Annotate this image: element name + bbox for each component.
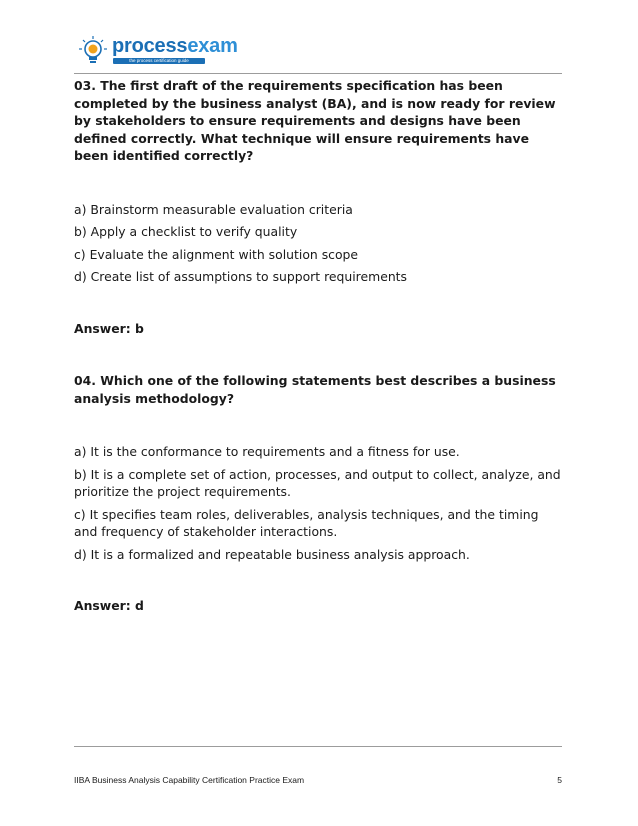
processexam-logo xyxy=(76,34,238,66)
question-block xyxy=(74,77,562,337)
answer-key: Answer: b xyxy=(74,320,144,336)
question-text: 03. The first draft of the requirements specification has been completed by the business analyst (BA), and is now ready for review by stakeholders to ensure requirements and designs have been defined correctly. What technique will ensure requirements have been identified correctly? xyxy=(74,78,556,163)
answer-option: b) It is a complete set of action, processes, and output to collect, analyze, and prioritize the project requirements. xyxy=(74,466,561,499)
question-block xyxy=(74,372,562,615)
answer-option: d) It is a formalized and repeatable business analysis approach. xyxy=(74,546,470,562)
header-divider xyxy=(74,73,562,74)
page-content xyxy=(74,77,562,615)
lightbulb-icon xyxy=(76,34,110,66)
answer-option: a) It is the conformance to requirements and a fitness for use. xyxy=(74,444,460,459)
answer-option: d) Create list of assumptions to support requirements xyxy=(74,269,407,284)
footer-divider xyxy=(74,746,562,747)
question-text: 04. Which one of the following statements best describes a business analysis methodology? xyxy=(74,373,556,406)
answer-option: a) Brainstorm measurable evaluation criteria xyxy=(74,201,353,217)
answer-key: Answer: d xyxy=(74,598,144,613)
answer-option: b) Apply a checklist to verify quality xyxy=(74,224,298,239)
logo-tagline: the process certification guide xyxy=(113,58,205,64)
answer-option: c) Evaluate the alignment with solution scope xyxy=(74,246,359,262)
logo-wordmark: processexam xyxy=(112,35,238,57)
answer-option: c) It specifies team roles, deliverables, analysis techniques, and the timing and frequency of stakeholder interactions. xyxy=(74,506,539,539)
page-number: 5 xyxy=(557,775,562,785)
footer-title: IIBA Business Analysis Capability Certification Practice Exam xyxy=(74,775,305,785)
